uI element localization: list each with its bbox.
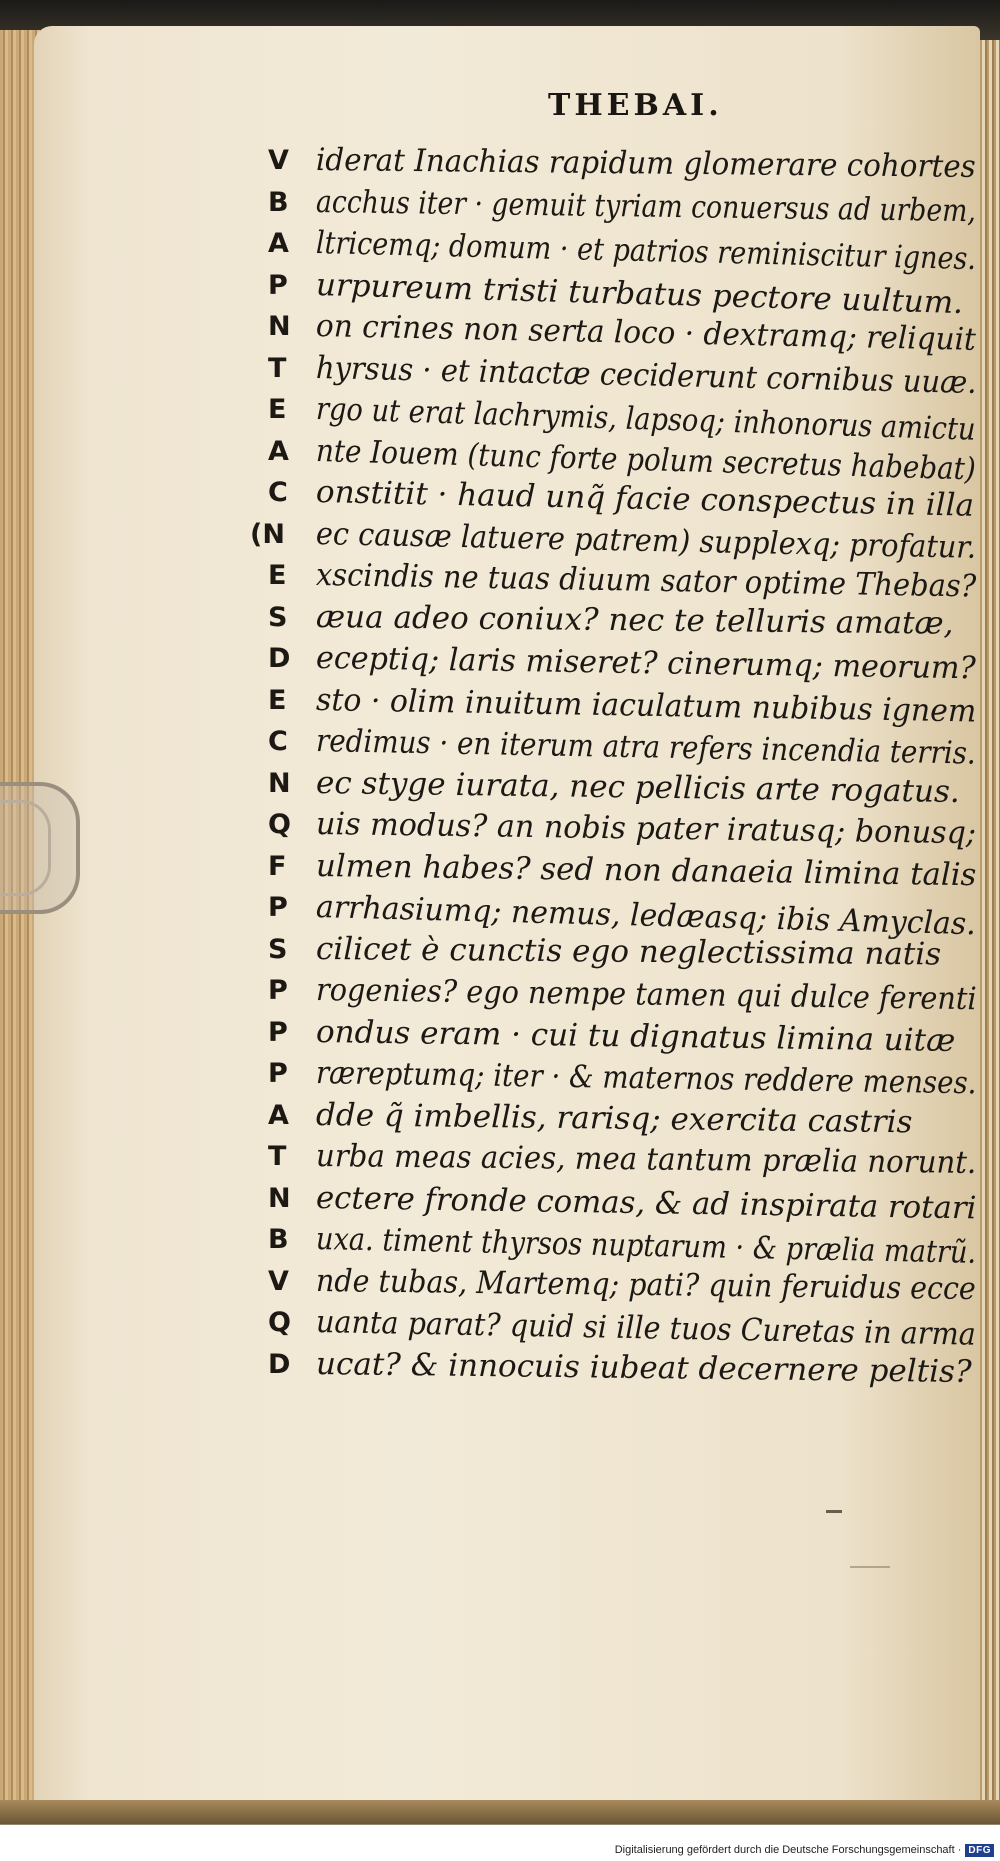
verse-text-block xyxy=(250,140,988,1390)
verse-line xyxy=(268,1302,988,1353)
verse-line xyxy=(268,306,988,358)
verse-line xyxy=(268,1136,988,1181)
verse-initial: C xyxy=(268,726,288,757)
verse-line xyxy=(268,721,988,772)
verse-line xyxy=(268,265,988,321)
verse-initial: V xyxy=(268,145,289,176)
verse-text: ec causæ latuere patrem) supplexq; profatur. xyxy=(315,515,977,566)
verse-line xyxy=(268,1053,988,1102)
verse-text: arrhasiumq; nemus, ledæasq; ibis Amyclas. xyxy=(315,889,977,943)
verse-text: onstitit · haud unq̃ facie conspectus in illa xyxy=(315,474,975,524)
verse-initial: F xyxy=(268,850,287,882)
verse-initial: V xyxy=(268,1265,289,1297)
verse-initial: N xyxy=(268,767,291,799)
page-clip-inner-icon xyxy=(0,800,51,896)
verse-line xyxy=(268,1219,988,1271)
verse-line xyxy=(268,846,988,893)
verse-line xyxy=(268,1095,988,1140)
verse-initial: P xyxy=(268,1058,288,1089)
verse-initial: E xyxy=(268,684,287,716)
verse-line xyxy=(268,638,988,687)
verse-initial: D xyxy=(268,1348,291,1380)
verse-initial: Q xyxy=(268,809,291,840)
verse-text: ulmen habes? sed non danaeia limina talis xyxy=(315,847,977,893)
verse-text: acchus iter · gemuit tyriam conuersus ad urbem, xyxy=(315,183,977,229)
verse-line xyxy=(268,472,988,524)
verse-initial: P xyxy=(268,975,288,1006)
credit-text: Digitalisierung gefördert durch die Deutsche Forschungsgemeinschaft · xyxy=(614,1844,962,1856)
verse-text: uxa. timent thyrsos nuptarum · & prælia matrũ. xyxy=(315,1221,977,1271)
verse-initial: T xyxy=(268,352,287,384)
verse-text: urba meas acies, mea tantum prælia norunt. xyxy=(315,1138,977,1181)
verse-initial: A xyxy=(268,228,289,259)
verse-line xyxy=(268,182,988,229)
verse-text: rogenies? ego nempe tamen qui dulce ferenti xyxy=(315,972,977,1018)
verse-text: iderat Inachias rapidum glomerare cohortes xyxy=(315,142,976,185)
verse-text: redimus · en iterum atra refers incendia terris. xyxy=(315,723,977,772)
verse-initial: E xyxy=(268,560,287,591)
verse-text: æua adeo coniux? nec te telluris amatæ, xyxy=(315,598,954,642)
verse-line xyxy=(268,804,988,852)
verse-initial: Q xyxy=(268,1307,291,1338)
verse-text: ondus eram · cui tu dignatus limina uitæ xyxy=(315,1013,956,1059)
verse-initial: D xyxy=(268,643,291,674)
verse-line xyxy=(268,140,988,185)
verse-initial: N xyxy=(268,1182,291,1214)
verse-initial: B xyxy=(268,1224,289,1255)
verse-line xyxy=(268,887,988,943)
verse-line xyxy=(268,389,988,448)
verse-text: cilicet è cunctis ego neglectissima natis xyxy=(315,930,942,972)
verse-text: ec styge iurata, nec pellicis arte rogatus. xyxy=(315,764,960,810)
verse-text: rgo ut erat lachrymis, lapsoq; inhonorus amictu xyxy=(315,391,977,448)
verse-text: nte Iouem (tunc forte polum secretus habebat) xyxy=(315,432,977,487)
verse-text: on crines non serta loco · dextramq; reliquit xyxy=(315,308,977,358)
verse-text: uanta parat? quid si ille tuos Curetas in arma xyxy=(315,1304,977,1353)
verse-line xyxy=(250,514,988,566)
verse-line xyxy=(268,1344,988,1390)
verse-text: uis modus? an nobis pater iratusq; bonusq; xyxy=(315,806,977,852)
dfg-logo-icon: DFG xyxy=(965,1844,994,1857)
verse-line xyxy=(268,431,988,487)
verse-line xyxy=(268,1178,988,1226)
verse-initial: B xyxy=(268,186,289,218)
verse-line xyxy=(268,970,988,1018)
verse-line xyxy=(268,763,988,810)
ink-mark xyxy=(826,1510,842,1513)
verse-line xyxy=(268,555,988,605)
running-heading: THEBAI. xyxy=(548,88,723,123)
verse-initial: T xyxy=(268,1141,287,1172)
ink-mark xyxy=(850,1566,890,1568)
verse-text: eceptiq; laris miseret? cinerumq; meorum? xyxy=(315,640,976,687)
verse-text: ltricemq; domum · et patrios reminiscitur ignes. xyxy=(315,225,977,278)
verse-line xyxy=(268,1261,988,1307)
verse-text: nde tubas, Martemq; pati? quin feruidus ecce xyxy=(315,1262,977,1307)
verse-line xyxy=(268,223,988,278)
verse-initial: A xyxy=(268,435,289,467)
verse-text: ræreptumq; iter · & maternos reddere menses. xyxy=(315,1055,977,1102)
verse-initial: S xyxy=(268,601,288,633)
verse-line xyxy=(268,348,988,401)
verse-line xyxy=(268,680,988,730)
verse-line xyxy=(268,597,988,642)
verse-text: ucat? & innocuis iubeat decernere peltis? xyxy=(315,1345,972,1390)
digitization-credit xyxy=(615,1840,994,1860)
verse-initial: N xyxy=(268,311,291,342)
verse-initial: P xyxy=(268,269,288,301)
verse-initial: P xyxy=(268,892,288,923)
verse-text: ectere fronde comas, & ad inspirata rotari xyxy=(315,1179,977,1226)
verse-initial: E xyxy=(268,394,287,425)
verse-initial: (N xyxy=(250,518,285,550)
verse-line xyxy=(268,1012,988,1059)
verse-text: hyrsus · et intactæ ceciderunt cornibus uuæ. xyxy=(315,349,977,401)
verse-initial: P xyxy=(268,1016,288,1048)
verse-text: dde q̃ imbellis, rarisq; exercita castris xyxy=(315,1096,913,1140)
verse-initial: S xyxy=(268,933,288,965)
verse-text: urpureum tristi turbatus pectore uultum. xyxy=(315,266,964,321)
verse-text: sto · olim inuitum iaculatum nubibus ignem xyxy=(315,681,977,730)
verse-initial: A xyxy=(268,1099,289,1131)
verse-line xyxy=(268,929,988,971)
verse-text: xscindis ne tuas diuum sator optime Thebas? xyxy=(315,557,977,605)
verse-initial: C xyxy=(268,477,288,508)
